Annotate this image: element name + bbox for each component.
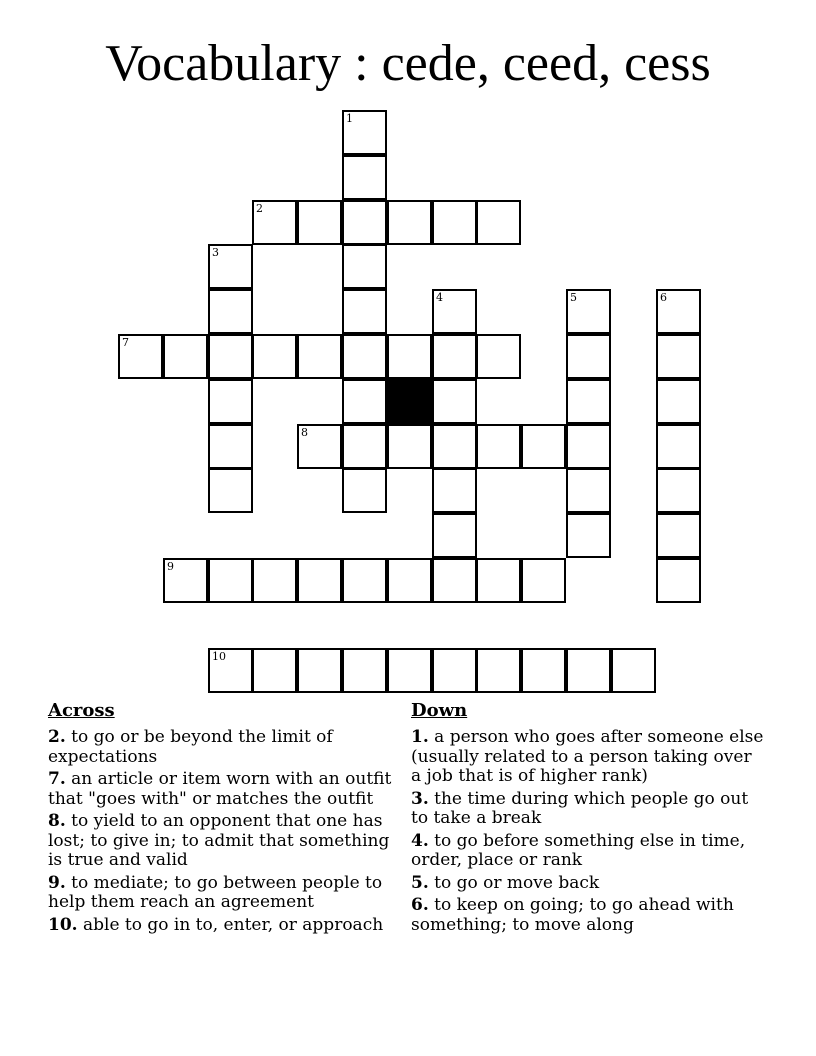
grid-cell[interactable] xyxy=(476,334,521,379)
grid-cell[interactable] xyxy=(432,200,477,245)
clue-down-3 xyxy=(411,790,766,829)
grid-cell[interactable] xyxy=(297,200,342,245)
clue-across-10 xyxy=(48,916,398,936)
down-heading: Down xyxy=(411,700,468,721)
clue-number-label: 2 xyxy=(256,202,263,215)
grid-cell[interactable] xyxy=(342,200,387,245)
grid-cell[interactable] xyxy=(342,379,387,424)
grid-cell[interactable] xyxy=(566,648,611,693)
clue-text: a person who goes after someone else (usually related to a person taking over a job that is of higher rank) xyxy=(411,727,764,786)
grid-cell[interactable] xyxy=(611,648,656,693)
grid-cell[interactable] xyxy=(252,558,297,603)
grid-cell[interactable] xyxy=(342,558,387,603)
clue-number-label: 10 xyxy=(212,650,226,663)
grid-cell[interactable] xyxy=(208,244,253,289)
grid-cell[interactable] xyxy=(387,558,432,603)
clue-number: 7. xyxy=(48,769,66,789)
grid-cell[interactable] xyxy=(656,334,701,379)
grid-cell[interactable] xyxy=(252,200,297,245)
clue-text: able to go in to, enter, or approach xyxy=(82,914,384,935)
clue-across-2 xyxy=(48,728,398,767)
clue-across-9 xyxy=(48,874,398,913)
grid-cell[interactable] xyxy=(432,513,477,558)
grid-cell[interactable] xyxy=(342,244,387,289)
clue-down-1 xyxy=(411,728,766,787)
clue-down-5 xyxy=(411,874,766,894)
grid-cell[interactable] xyxy=(342,155,387,200)
grid-cell[interactable] xyxy=(342,334,387,379)
grid-cell[interactable] xyxy=(656,468,701,513)
grid-cell[interactable] xyxy=(208,648,253,693)
clue-text: to go or move back xyxy=(434,872,600,893)
grid-cell[interactable] xyxy=(342,289,387,334)
clue-number: 2. xyxy=(48,727,66,747)
grid-cell[interactable] xyxy=(432,334,477,379)
grid-cell[interactable] xyxy=(208,379,253,424)
clue-text: to keep on going; to go ahead with something; to move along xyxy=(411,895,734,935)
grid-cell[interactable] xyxy=(252,334,297,379)
grid-cell[interactable] xyxy=(208,468,253,513)
grid-cell[interactable] xyxy=(656,513,701,558)
clue-text: to go before something else in time, order, place or rank xyxy=(411,830,746,870)
grid-cell[interactable] xyxy=(342,110,387,155)
grid-cell[interactable] xyxy=(476,648,521,693)
down-clues xyxy=(411,700,766,938)
grid-cell[interactable] xyxy=(342,468,387,513)
across-clues xyxy=(48,700,398,938)
clue-number: 8. xyxy=(48,811,66,831)
grid-cell[interactable] xyxy=(432,379,477,424)
clue-number: 9. xyxy=(48,872,66,893)
grid-cell[interactable] xyxy=(432,468,477,513)
clue-down-6 xyxy=(411,896,766,935)
across-heading: Across xyxy=(48,700,115,721)
grid-cell[interactable] xyxy=(656,424,701,469)
clue-text: to go or be beyond the limit of expectations xyxy=(48,727,333,767)
grid-cell[interactable] xyxy=(297,334,342,379)
grid-cell[interactable] xyxy=(521,558,566,603)
grid-cell[interactable] xyxy=(476,558,521,603)
grid-cell[interactable] xyxy=(521,424,566,469)
clue-text: to mediate; to go between people to help them reach an agreement xyxy=(48,872,383,912)
clue-number: 6. xyxy=(411,895,429,915)
clue-down-4 xyxy=(411,832,766,871)
grid-cell[interactable] xyxy=(208,289,253,334)
grid-cell[interactable] xyxy=(656,558,701,603)
clue-number-label: 7 xyxy=(122,336,129,349)
grid-cell[interactable] xyxy=(476,200,521,245)
grid-cell[interactable] xyxy=(566,334,611,379)
clue-text: an article or item worn with an outfit that "goes with" or matches the outfit xyxy=(48,769,392,809)
grid-cell[interactable] xyxy=(387,200,432,245)
grid-cell[interactable] xyxy=(387,334,432,379)
clue-number-label: 4 xyxy=(436,291,443,304)
grid-cell[interactable] xyxy=(476,424,521,469)
clue-across-8 xyxy=(48,812,398,871)
grid-cell[interactable] xyxy=(208,334,253,379)
grid-cell[interactable] xyxy=(566,379,611,424)
grid-cell[interactable] xyxy=(387,648,432,693)
grid-cell[interactable] xyxy=(297,424,342,469)
clue-text: the time during which people go out to take a break xyxy=(411,788,749,828)
clue-number-label: 3 xyxy=(212,246,219,259)
clue-number-label: 5 xyxy=(570,291,577,304)
grid-cell[interactable] xyxy=(656,379,701,424)
clue-number: 10. xyxy=(48,914,78,935)
grid-cell[interactable] xyxy=(521,648,566,693)
clue-across-7 xyxy=(48,770,398,809)
grid-cell[interactable] xyxy=(163,558,208,603)
grid-cell[interactable] xyxy=(163,334,208,379)
clue-number: 4. xyxy=(411,830,429,851)
grid-cell[interactable] xyxy=(566,513,611,558)
grid-cell[interactable] xyxy=(208,558,253,603)
clue-number: 1. xyxy=(411,727,429,747)
grid-cell[interactable] xyxy=(387,424,432,469)
grid-cell[interactable] xyxy=(297,648,342,693)
grid-cell[interactable] xyxy=(342,648,387,693)
grid-cell[interactable] xyxy=(252,648,297,693)
grid-cell[interactable] xyxy=(566,289,611,334)
black-cell xyxy=(387,379,432,424)
grid-cell[interactable] xyxy=(656,289,701,334)
grid-cell[interactable] xyxy=(432,424,477,469)
grid-cell[interactable] xyxy=(432,289,477,334)
clue-number: 3. xyxy=(411,788,429,809)
clue-text: to yield to an opponent that one has lost; to give in; to admit that something is true and valid xyxy=(48,811,390,870)
page-title: Vocabulary : cede, ceed, cess xyxy=(105,35,711,92)
clue-number-label: 9 xyxy=(167,560,174,573)
grid-cell[interactable] xyxy=(566,468,611,513)
grid-cell[interactable] xyxy=(432,558,477,603)
grid-cell[interactable] xyxy=(432,648,477,693)
clue-number-label: 6 xyxy=(660,291,667,304)
grid-cell[interactable] xyxy=(342,424,387,469)
clue-number: 5. xyxy=(411,872,429,893)
grid-cell[interactable] xyxy=(118,334,163,379)
grid-cell[interactable] xyxy=(297,558,342,603)
clue-number-label: 1 xyxy=(346,112,353,125)
clue-number-label: 8 xyxy=(301,426,308,439)
grid-cell[interactable] xyxy=(566,424,611,469)
grid-cell[interactable] xyxy=(208,424,253,469)
